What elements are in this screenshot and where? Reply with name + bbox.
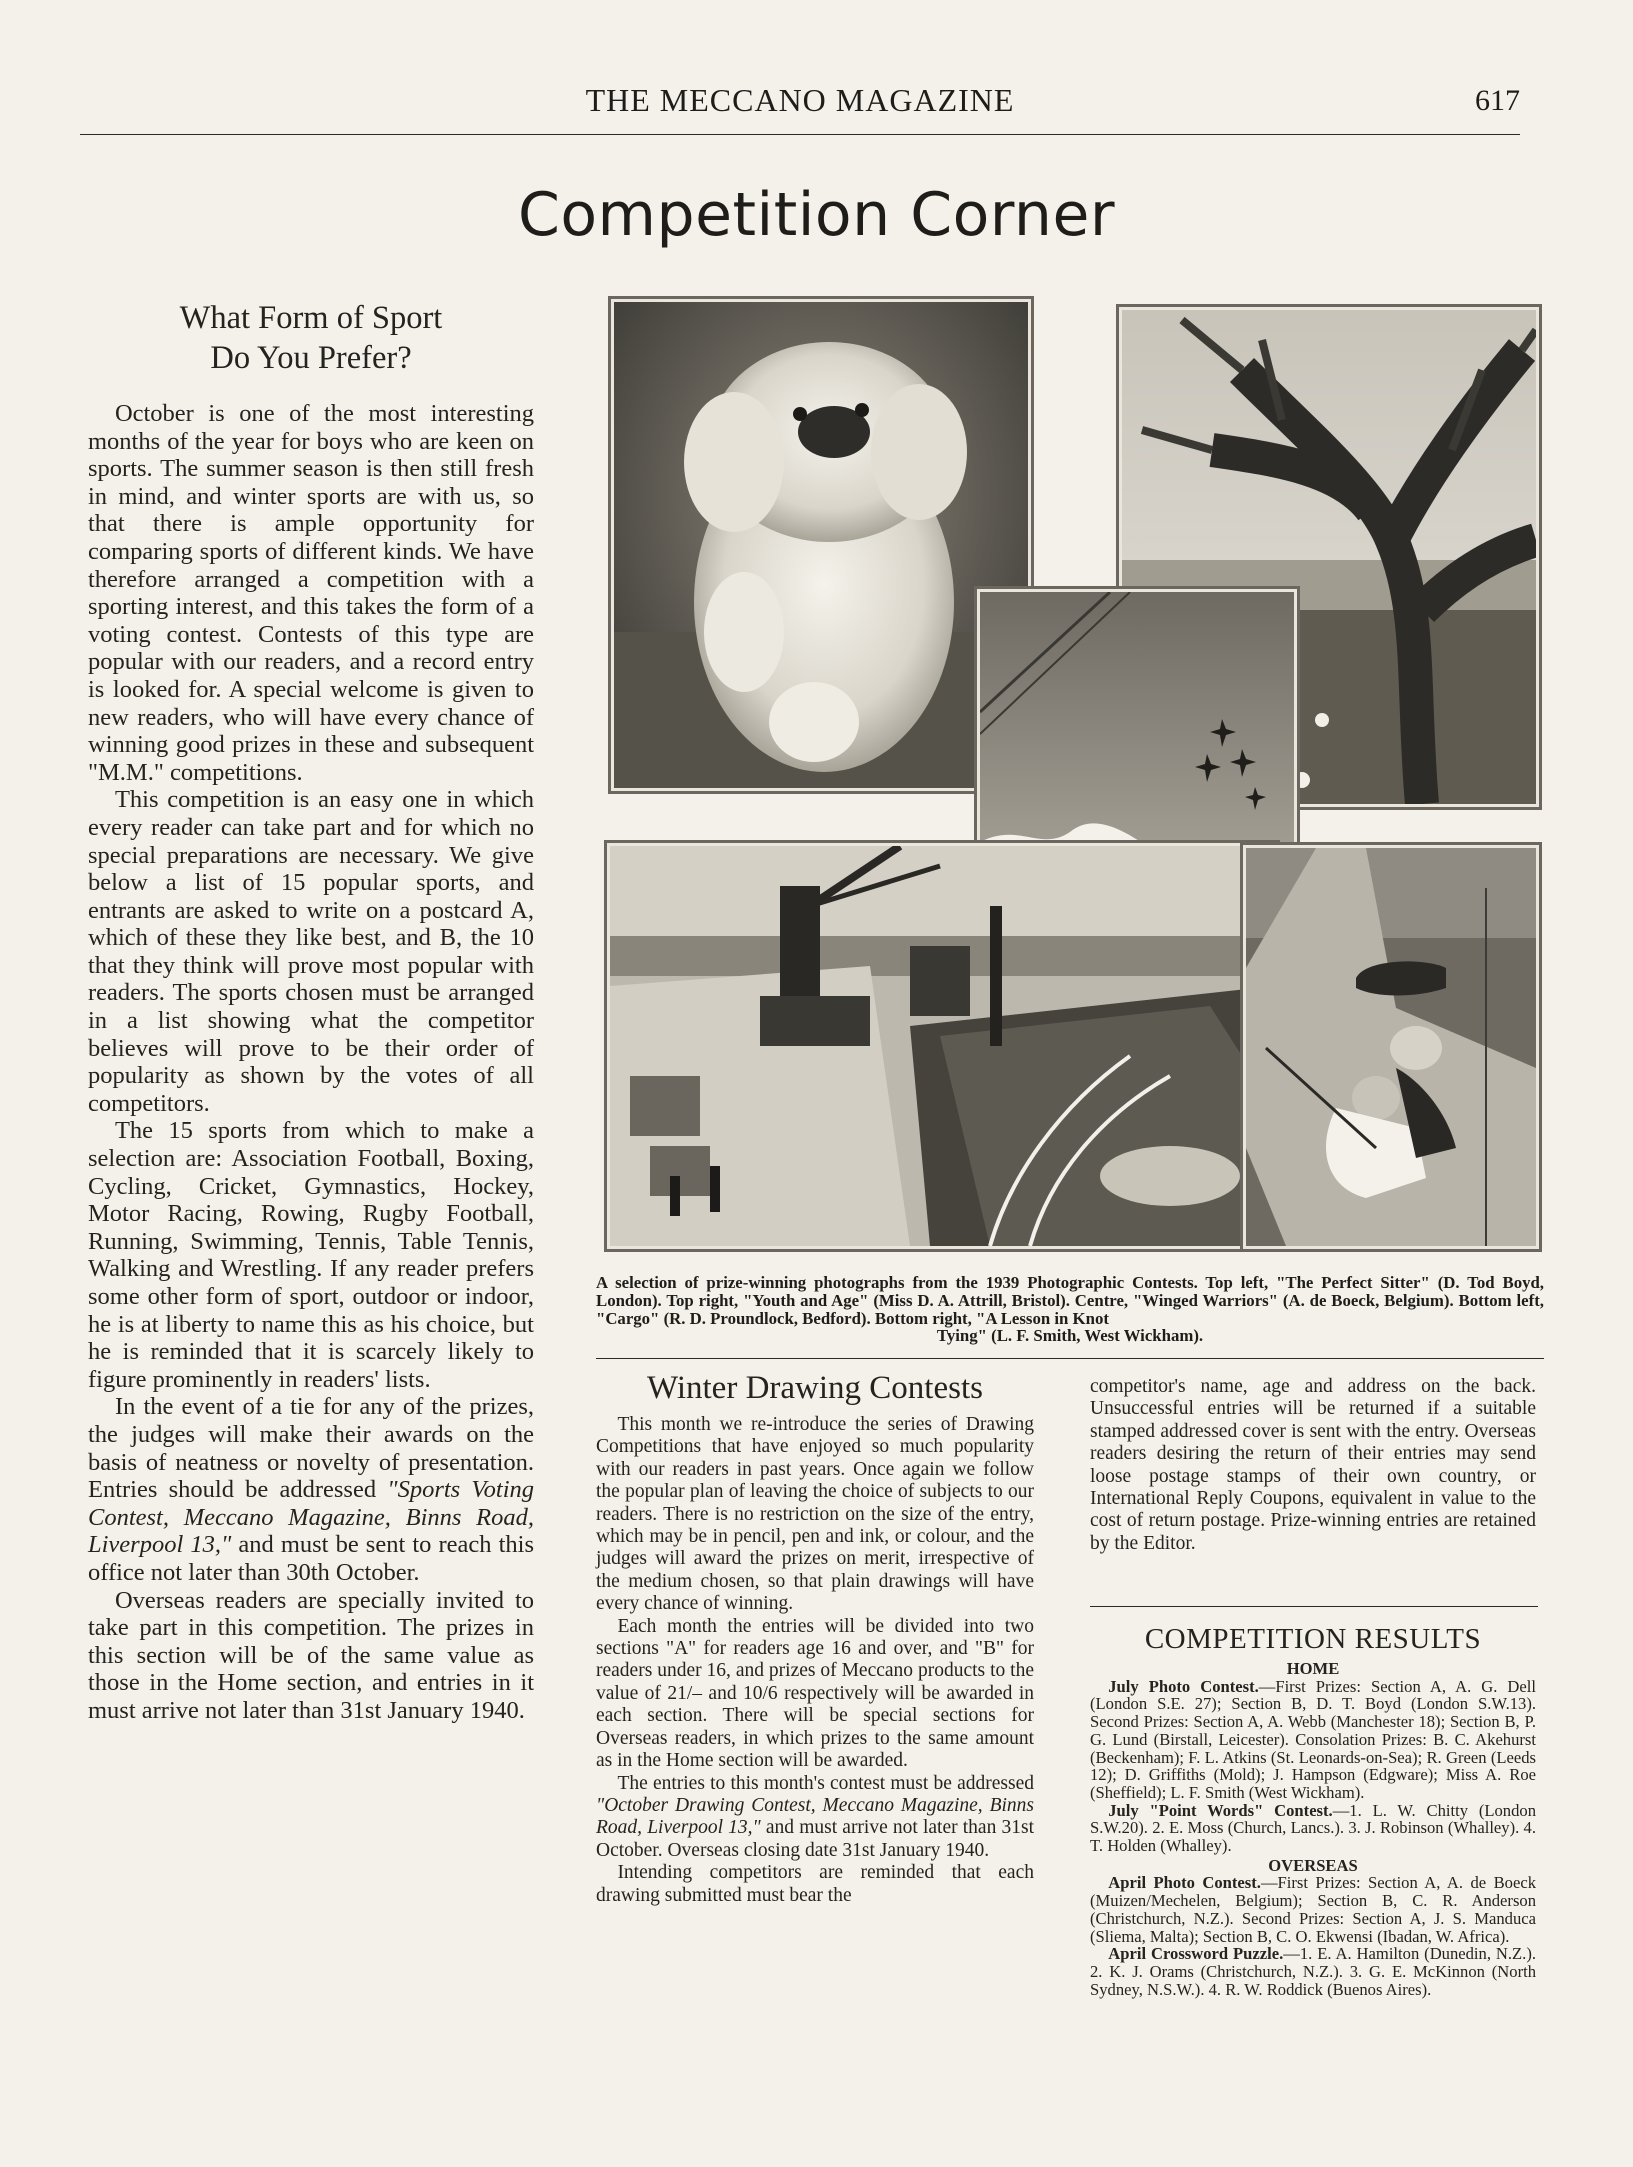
- results-over-photo-label: April Photo Contest.: [1108, 1873, 1261, 1893]
- photo-caption-text: A selection of prize-winning photographs from the 1939 Photographic Contests. Top left, "The Perfect Sitter" (D. Tod Boyd, London). Top right, "Youth and Age" (Miss D. A. Attrill, Bristol). Centre, "Winged Warriors" (A. de Boeck, Belgium). Bottom left, "Cargo" (R. D. Proundlock, Bedford). Bottom right, "A Lesson in Knot: [596, 1273, 1544, 1328]
- drawing-p3-start: The entries to this month's contest must be addressed: [617, 1772, 1034, 1794]
- page-number: 617: [1475, 84, 1520, 117]
- sport-article: [88, 298, 534, 1725]
- drawing-article-continued: [1090, 1376, 1536, 1555]
- sport-paragraph-3: The 15 sports from which to make a selection are: Association Football, Boxing, Cycling, Cricket, Gymnastics, Hockey, Motor Racing, Rowing, Rugby Football, Running, Swimming, Tennis, Table Tennis, Walking and Wrestling. If any reader prefers some other form of sport, outdoor or indoor, he is at liberty to name this as his choice, but he is reminded that it is scarcely likely to figure prominently in readers' lists.: [88, 1117, 534, 1393]
- results-over-cross-label: April Crossword Puzzle.: [1108, 1944, 1284, 1964]
- results-home-photo-label: July Photo Contest.: [1108, 1676, 1259, 1696]
- results-home-point-words: [1090, 1802, 1536, 1855]
- photo-knot-tying: [1246, 848, 1536, 1246]
- sport-article-title: [88, 298, 534, 378]
- knot-photo-image: [1246, 848, 1536, 1246]
- photo-cargo: [610, 846, 1274, 1246]
- sport-paragraph-1: October is one of the most interesting months of the year for boys who are keen on sports. The summer season is then still fresh in mind, and winter sports are with us, so that there is ample opportunity for comparing sports of different kinds. We have therefore arranged a competition with a sporting interest, and this takes the form of a voting contest. Contests of this type are popular with our readers, and a record entry is looked for. A special welcome is given to new readers, who will have every chance of winning good prizes in these and subsequent "M.M." competitions.: [88, 400, 534, 786]
- sport-paragraph-2: This competition is an easy one in which every reader can take part and for which no special preparations are necessary. We give below a list of 15 popular sports, and entrants are asked to write on a postcard A, which of these they like best, and B, the 10 that they think will prove most popular with readers. The sports chosen must be arranged in a list showing what the competitor believes will prove to be their order of popularity as shown by the votes of all competitors.: [88, 786, 534, 1117]
- results-home-photo: [1090, 1678, 1536, 1802]
- results-overseas-photo: [1090, 1874, 1536, 1945]
- page-title: Competition Corner: [517, 180, 1116, 250]
- competition-results: [1090, 1622, 1536, 1998]
- results-over-photo-text: —First Prizes: Section A, A. de Boeck (Muizen/Mechelen, Belgium); Section B, C. R. Anderson (Christchurch, N.Z.). Second Prizes: Section A, J. S. Manduca (Sliema, Malta); Section B, C. O. Ekwensi (Ibadan, W. Africa).: [1090, 1873, 1536, 1946]
- running-title: THE MECCANO MAGAZINE: [585, 82, 1015, 118]
- results-overseas-crossword: [1090, 1945, 1536, 1998]
- results-home-point-label: July "Point Words" Contest.: [1108, 1800, 1333, 1820]
- sport-paragraph-4-tail: and must be sent to reach this office not later than 30th October.: [88, 1531, 534, 1586]
- page-header: [80, 78, 1520, 135]
- sport-contest-address: "Sports Voting Contest, Meccano Magazine, Binns Road, Liverpool 13,": [88, 1476, 535, 1559]
- results-overseas-heading: OVERSEAS: [1268, 1855, 1358, 1875]
- drawing-paragraph-2: Each month the entries will be divided into two sections "A" for readers age 16 and over, and "B" for readers under 16, and prizes of Meccano products to the value of 21/– and 10/6 respectively will be awarded in each section. There will be special sections for Overseas readers, in which prizes to the same amount as in the Home section will be awarded.: [596, 1615, 1034, 1772]
- drawing-paragraph-3: [596, 1773, 1034, 1863]
- results-divider: [1090, 1606, 1538, 1607]
- results-over-cross-text: —1. E. A. Hamilton (Dunedin, N.Z.). 2. K. J. Orams (Christchurch, N.Z.). 3. G. E. McKinnon (North Sydney, N.S.W.). 4. R. W. Roddick (Buenos Aires).: [1090, 1944, 1536, 1999]
- caption-divider: [596, 1358, 1544, 1359]
- sport-title-line1: What Form of Sport: [179, 300, 443, 336]
- drawing-paragraph-4: Intending competitors are reminded that each drawing submitted must bear the: [596, 1862, 1034, 1906]
- sport-title-line2: Do You Prefer?: [210, 340, 412, 376]
- harbour-photo-image: [610, 846, 1274, 1246]
- sport-paragraph-overseas: Overseas readers are specially invited to take part in this competition. The prizes in this section will be of the same value as those in the Home section, and entries in it must arrive not later than 31st January 1940.: [88, 1586, 534, 1724]
- drawing-article: [596, 1368, 1034, 1907]
- results-title: COMPETITION RESULTS: [1144, 1623, 1482, 1655]
- results-home-point-text: —1. L. W. Chitty (London S.W.20). 2. E. Moss (Church, Lancs.). 3. J. Robinson (Whalley). 4. T. Holden (Whalley).: [1090, 1800, 1536, 1856]
- photo-perfect-sitter: [614, 302, 1028, 788]
- results-home-photo-text: —First Prizes: Section A, A. G. Dell (London S.E. 27); Section B, D. T. Boyd (London S.W.13). Second Prizes: Section A, A. Webb (Manchester 18); Section B, P. G. Lund (Birstall, Leicester). Consolation Prizes: B. C. Akehurst (Beckenham); F. L. Atkins (St. Leonards-on-Sea); R. Green (Leeds 12); D. Griffiths (Mold); J. Hampson (Edgware); Miss A. Roe (Sheffield); L. F. Smith (West Wickham).: [1090, 1676, 1536, 1802]
- drawing-paragraph-1: This month we re-introduce the series of Drawing Competitions that have enjoyed so much popularity with our readers in past years. Once again we follow the popular plan of leaving the choice of subjects to our readers. There is no restriction on the size of the entry, which may be in pencil, pen and ink, or colour, and the judges will award the prizes on merit, irrespective of the medium chosen, so that plain drawings will have every chance of winning.: [596, 1414, 1034, 1615]
- dog-photo-image: [614, 302, 1028, 788]
- sport-paragraph-4-text: In the event of a tie for any of the prizes, the judges will make their awards on the basis of neatness or novelty of presentation. Entries should be addressed: [88, 1393, 534, 1504]
- results-home-heading: HOME: [1286, 1659, 1340, 1678]
- drawing-p3-end: and must arrive not later than 31st October. Overseas closing date 31st January 1940.: [596, 1817, 1034, 1861]
- drawing-continued-text: competitor's name, age and address on the back. Unsuccessful entries will be returned if a suitable stamped addressed cover is sent with the entry. Overseas readers desiring the return of their entries may send loose postage stamps of their own country, or International Reply Coupons, equivalent in value to the cost of return postage. Prize-winning entries are retained by the Editor.: [1090, 1376, 1536, 1554]
- drawing-article-title: Winter Drawing Contests: [647, 1370, 983, 1406]
- photo-caption: [596, 1274, 1544, 1345]
- drawing-contest-address: "October Drawing Contest, Meccano Magazine, Binns Road, Liverpool 13,": [596, 1794, 1034, 1839]
- photo-caption-last-line: Tying" (L. F. Smith, West Wickham).: [936, 1326, 1204, 1346]
- sport-paragraph-4: [88, 1393, 534, 1586]
